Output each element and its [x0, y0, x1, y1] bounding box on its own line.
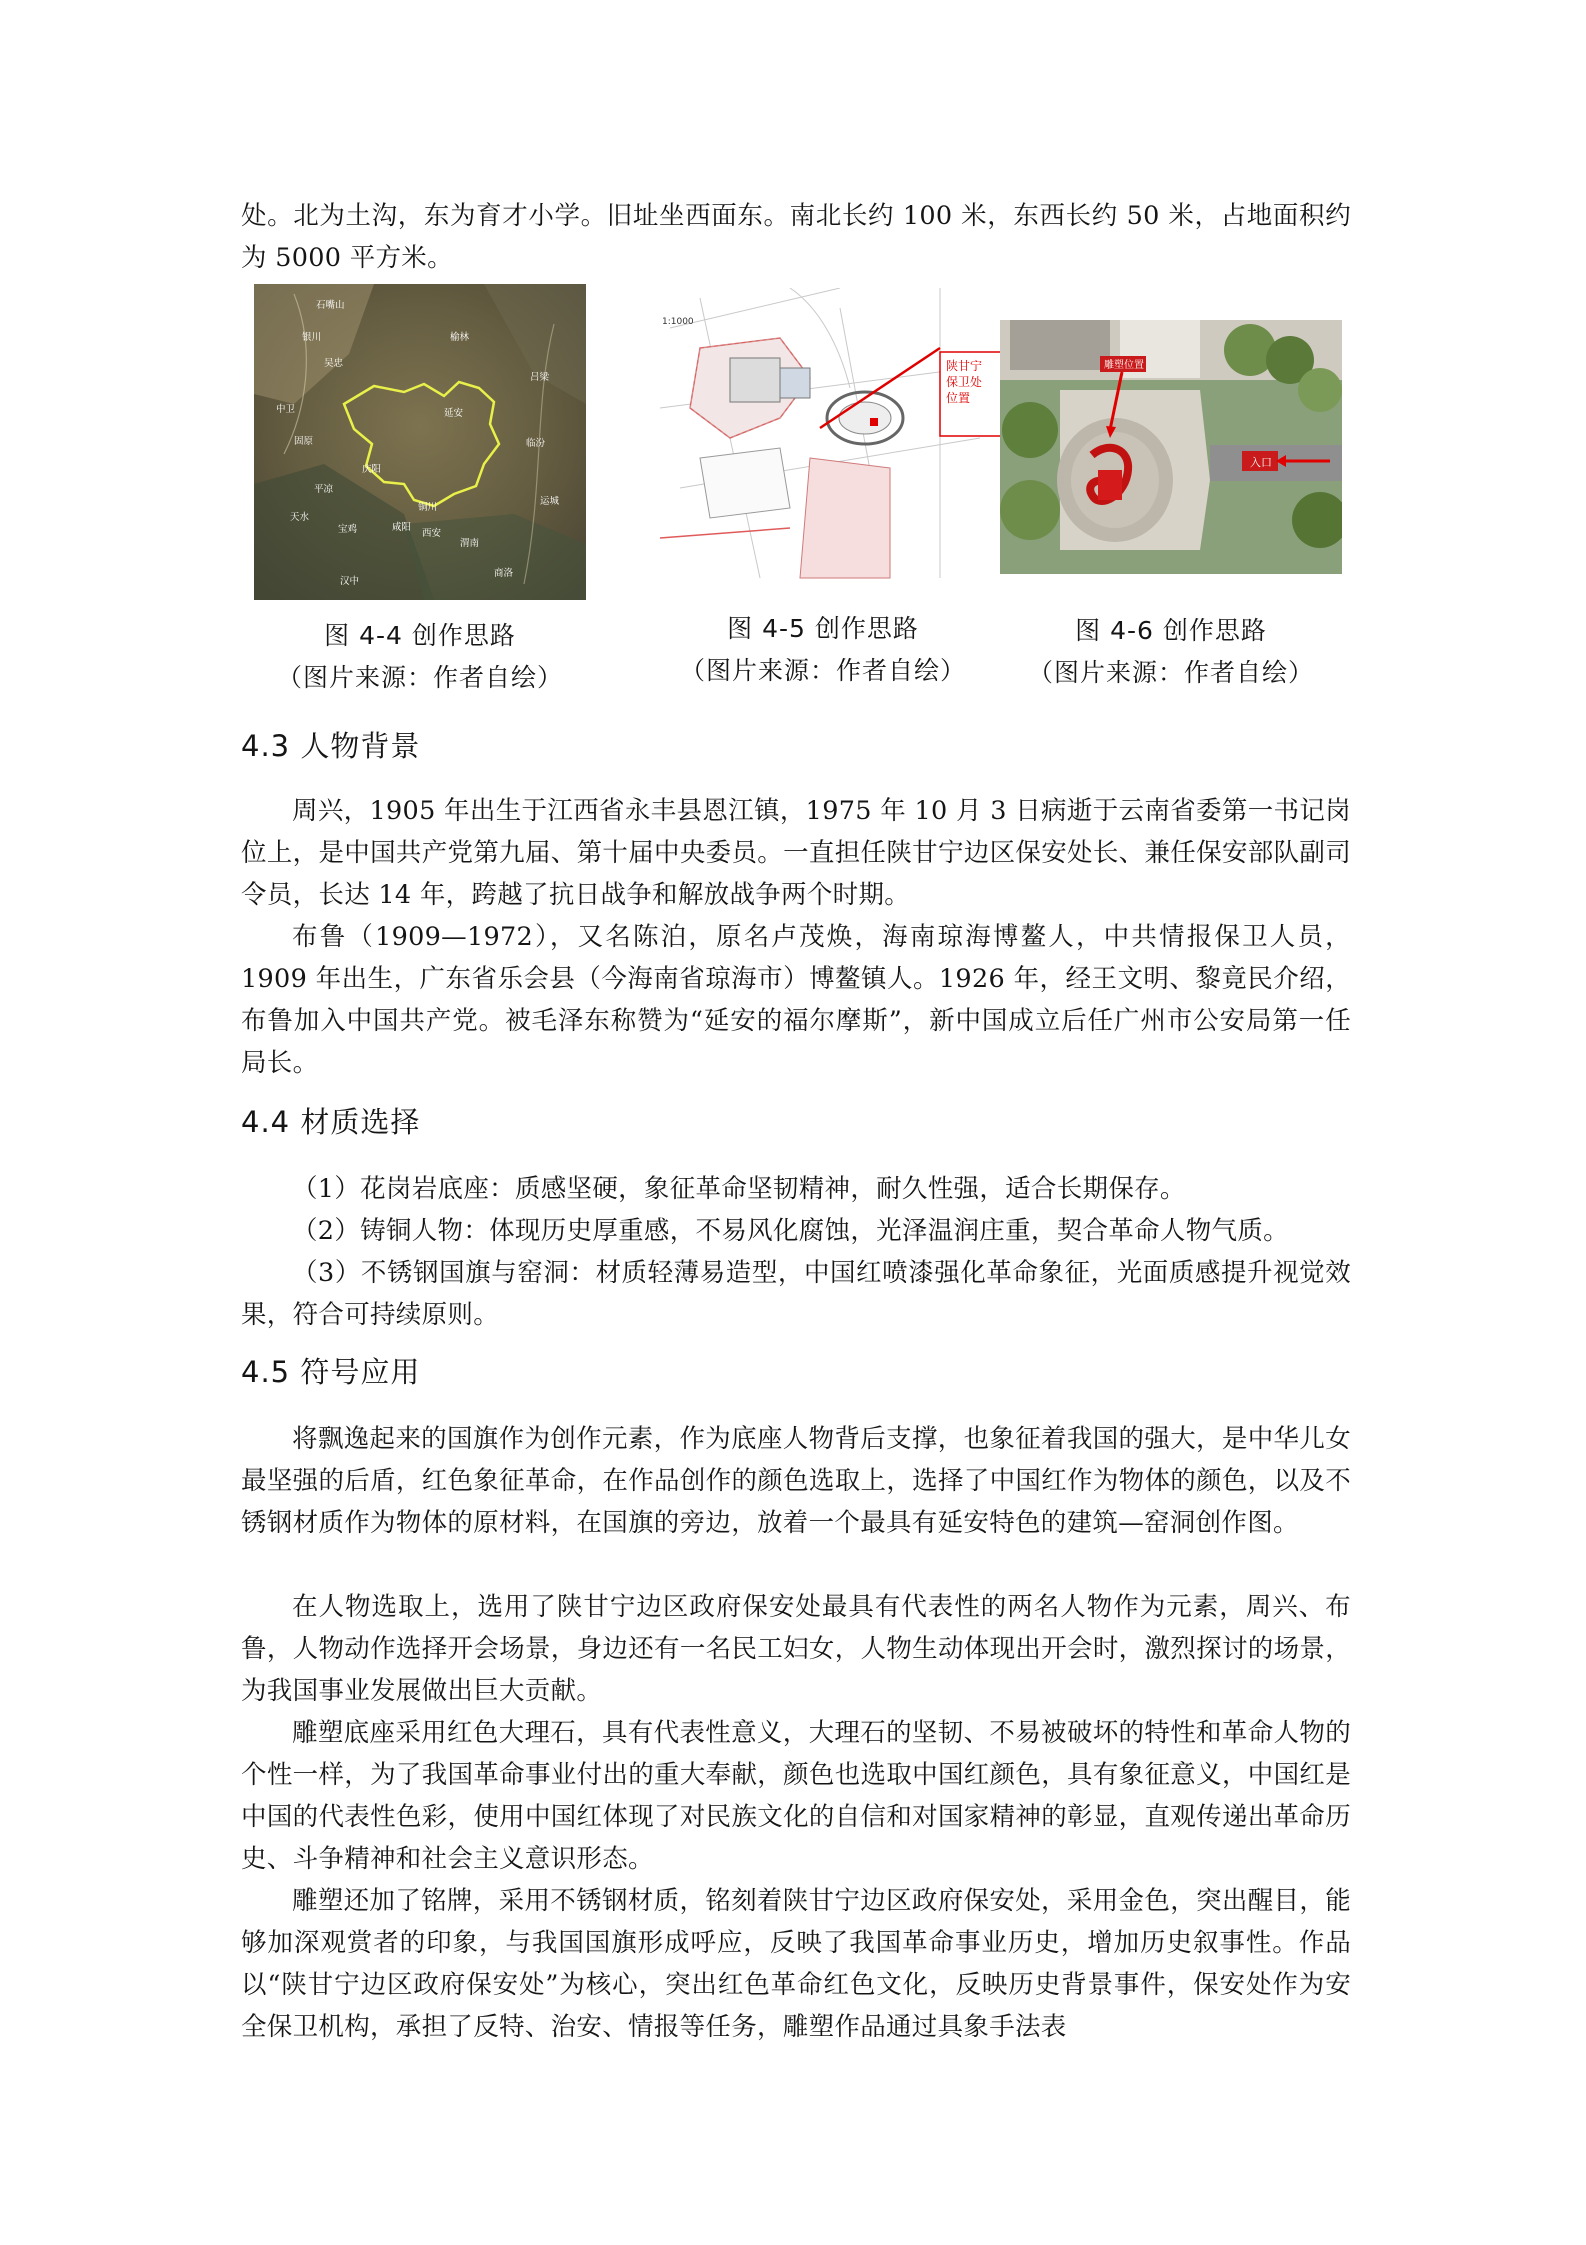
satellite-map-image	[254, 284, 586, 600]
map-label: 固原	[294, 436, 314, 447]
figure-4-6-caption	[1000, 610, 1342, 694]
figure-source: （图片来源：作者自绘）	[1027, 658, 1314, 687]
section-heading-4-4: 4.4 材质选择	[241, 1105, 421, 1139]
figure-4-5-caption	[640, 608, 1006, 692]
map-label: 吴忠	[324, 358, 344, 369]
map-label: 西安	[422, 528, 442, 539]
map-label: 咸阳	[392, 522, 412, 533]
figure-source: （图片来源：作者自绘）	[679, 656, 966, 685]
figure-4-4-caption	[254, 615, 586, 699]
figure-title: 图 4-5 创作思路	[727, 614, 919, 643]
map-label: 临汾	[526, 438, 546, 449]
map-label: 铜川	[418, 502, 438, 513]
section-paragraph: （3）不锈钢国旗与窑洞：材质轻薄易造型，中国红喷漆强化革命象征，光面质感提升视觉效果，符合可持续原则。	[241, 1258, 1351, 1330]
sculpture-location-label: 雕塑位置	[1104, 360, 1144, 371]
figure-title: 图 4-6 创作思路	[1075, 616, 1267, 645]
map-label: 天水	[290, 512, 310, 523]
map-label: 石嘴山	[316, 300, 345, 311]
map-label: 汉中	[340, 576, 360, 587]
section-paragraph: 周兴，1905 年出生于江西省永丰县恩江镇，1975 年 10 月 3 日病逝于云南省委第一书记岗位上，是中国共产党第九届、第十届中央委员。一直担任陕甘宁边区保安处长、兼任保安部队副司令员，长达 14 年，跨越了抗日战争和解放战争两个时期。	[241, 796, 1351, 910]
figure-4-4-map	[254, 284, 586, 600]
section-paragraph: （2）铸铜人物：体现历史厚重感，不易风化腐蚀，光泽温润庄重，契合革命人物气质。	[292, 1216, 1289, 1246]
map-label: 榆林	[450, 332, 470, 343]
section-paragraph: （1）花岗岩底座：质感坚硬，象征革命坚韧精神，耐久性强，适合长期保存。	[292, 1174, 1186, 1204]
map-label: 中卫	[276, 404, 296, 415]
map-label: 银川	[302, 332, 322, 343]
figure-title: 图 4-4 创作思路	[324, 621, 516, 650]
section-heading-4-3: 4.3 人物背景	[241, 729, 421, 763]
scale-label: 1:1000	[662, 317, 694, 327]
map-label: 庆阳	[362, 464, 382, 475]
section-paragraph: 雕塑还加了铭牌，采用不锈钢材质，铭刻着陕甘宁边区政府保安处，采用金色，突出醒目，能够加深观赏者的印象，与我国国旗形成呼应，反映了我国革命事业历史，增加历史叙事性。作品以“陕甘宁边区政府保安处”为核心，突出红色革命红色文化，反映历史背景事件，保安处作为安全保卫机构，承担了反特、治安、情报等任务，雕塑作品通过具象手法表	[241, 1886, 1351, 2042]
map-label: 运城	[540, 496, 560, 507]
map-label: 商洛	[494, 568, 514, 579]
map-label: 宝鸡	[338, 524, 358, 535]
section-heading-4-5: 4.5 符号应用	[241, 1355, 421, 1389]
location-label: 陕甘宁保卫处位置	[946, 359, 983, 405]
site-plan-image	[640, 288, 1006, 582]
figure-4-5-site-plan	[640, 288, 1006, 582]
entrance-label: 入口	[1250, 456, 1272, 469]
intro-paragraph: 处。北为土沟，东为育才小学。旧址坐西面东。南北长约 100 米，东西长约 50 米，占地面积约为 5000 平方米。	[241, 201, 1351, 273]
map-label: 平凉	[314, 484, 334, 495]
section-paragraph: 布鲁（1909—1972），又名陈泊，原名卢茂焕，海南琼海博鳌人，中共情报保卫人员，1909 年出生，广东省乐会县（今海南省琼海市）博鳌镇人。1926 年，经王文明、黎竟民介绍，布鲁加入中国共产党。被毛泽东称赞为“延安的福尔摩斯”，新中国成立后任广州市公安局第一任局长。	[241, 922, 1351, 1078]
map-label: 渭南	[460, 538, 480, 549]
section-paragraph: 雕塑底座采用红色大理石，具有代表性意义，大理石的坚韧、不易被破坏的特性和革命人物的个性一样，为了我国革命事业付出的重大奉献，颜色也选取中国红颜色，具有象征意义，中国红是中国的代表性色彩，使用中国红体现了对民族文化的自信和对国家精神的彰显，直观传递出革命历史、斗争精神和社会主义意识形态。	[241, 1718, 1351, 1874]
map-label: 延安	[444, 408, 464, 419]
section-paragraph: 在人物选取上，选用了陕甘宁边区政府保安处最具有代表性的两名人物作为元素，周兴、布鲁，人物动作选择开会场景，身边还有一名民工妇女，人物生动体现出开会时，激烈探讨的场景，为我国事业发展做出巨大贡献。	[241, 1592, 1351, 1706]
map-label: 吕梁	[530, 372, 550, 383]
section-paragraph: 将飘逸起来的国旗作为创作元素，作为底座人物背后支撑，也象征着我国的强大，是中华儿女最坚强的后盾，红色象征革命，在作品创作的颜色选取上，选择了中国红作为物体的颜色，以及不锈钢材质作为物体的原材料，在国旗的旁边，放着一个最具有延安特色的建筑—窑洞创作图。	[241, 1424, 1351, 1538]
figure-4-6-rendering	[1000, 320, 1342, 574]
figure-source: （图片来源：作者自绘）	[276, 663, 563, 692]
aerial-rendering-image	[1000, 320, 1342, 574]
